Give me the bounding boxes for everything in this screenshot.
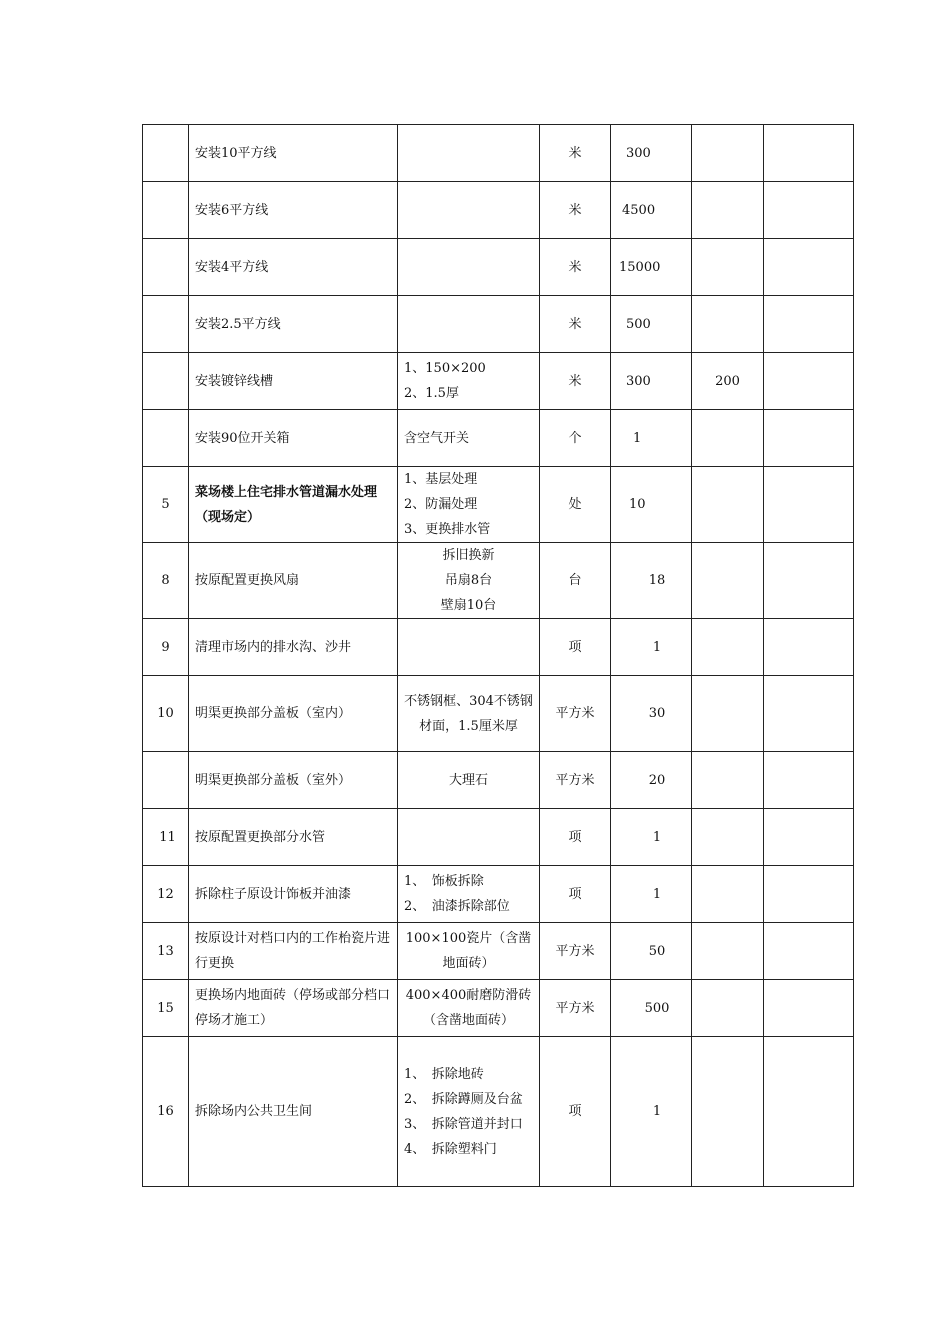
item-number: 8 — [143, 543, 189, 619]
spec-line: 2、1.5厚 — [404, 386, 459, 401]
item-number — [143, 239, 189, 296]
table-row — [143, 980, 854, 1037]
item-spec — [398, 353, 540, 410]
table-row — [143, 543, 854, 619]
table-row — [143, 676, 854, 752]
item-spec — [398, 752, 540, 809]
item-spec — [398, 410, 540, 467]
item-name: 按原设计对档口内的工作枱瓷片进行更换 — [189, 923, 398, 980]
item-unit: 米 — [540, 296, 611, 353]
item-remark — [764, 809, 854, 866]
item-spec — [398, 809, 540, 866]
item-spec — [398, 1037, 540, 1187]
item-spec — [398, 676, 540, 752]
item-extra: 200 — [692, 353, 764, 410]
item-number: 16 — [143, 1037, 189, 1187]
item-spec — [398, 182, 540, 239]
spec-line: 3、 拆除管道并封口 — [404, 1116, 523, 1132]
spec-line: 2、防漏处理 — [404, 497, 478, 512]
item-quantity: 30 — [611, 676, 692, 752]
item-quantity: 300 — [611, 125, 692, 182]
item-name: 安装6平方线 — [189, 182, 398, 239]
item-quantity: 300 — [611, 353, 692, 410]
item-remark — [764, 752, 854, 809]
item-spec — [398, 866, 540, 923]
item-unit: 项 — [540, 809, 611, 866]
table-row — [143, 467, 854, 543]
item-remark — [764, 125, 854, 182]
item-unit: 台 — [540, 543, 611, 619]
item-number: 11 — [143, 809, 189, 866]
item-number: 12 — [143, 866, 189, 923]
table-row — [143, 923, 854, 980]
item-spec — [398, 923, 540, 980]
item-unit: 米 — [540, 125, 611, 182]
item-quantity: 1 — [611, 410, 692, 467]
item-spec — [398, 296, 540, 353]
spec-line: 2、 拆除蹲厕及台盆 — [404, 1091, 523, 1107]
item-number — [143, 125, 189, 182]
spec-line: 3、更换排水管 — [404, 522, 491, 537]
item-remark — [764, 353, 854, 410]
spec-line: 100×100瓷片（含凿地面砖） — [405, 931, 532, 971]
item-unit: 平方米 — [540, 676, 611, 752]
item-extra — [692, 980, 764, 1037]
item-name: 明渠更换部分盖板（室外） — [189, 752, 398, 809]
spec-line: 大理石 — [448, 772, 488, 788]
item-extra — [692, 866, 764, 923]
item-number: 5 — [143, 467, 189, 543]
table-row — [143, 125, 854, 182]
table-row — [143, 866, 854, 923]
spec-line: 不锈钢框、304不锈钢材面，1.5厘米厚 — [404, 693, 533, 734]
item-quantity: 4500 — [611, 182, 692, 239]
spec-line: 4、 拆除塑料门 — [404, 1141, 497, 1157]
item-name: 安装2.5平方线 — [189, 296, 398, 353]
item-quantity: 500 — [611, 980, 692, 1037]
item-name: 明渠更换部分盖板（室内） — [189, 676, 398, 752]
item-extra — [692, 752, 764, 809]
item-spec — [398, 239, 540, 296]
item-remark — [764, 619, 854, 676]
item-remark — [764, 676, 854, 752]
item-number — [143, 353, 189, 410]
item-number — [143, 752, 189, 809]
item-remark — [764, 296, 854, 353]
item-extra — [692, 543, 764, 619]
item-extra — [692, 296, 764, 353]
item-number: 10 — [143, 676, 189, 752]
item-name: 清理市场内的排水沟、沙井 — [189, 619, 398, 676]
table-row — [143, 619, 854, 676]
item-unit: 平方米 — [540, 980, 611, 1037]
spec-line: 2、 油漆拆除部位 — [404, 899, 510, 914]
table-row — [143, 239, 854, 296]
item-unit: 平方米 — [540, 923, 611, 980]
table-row — [143, 182, 854, 239]
item-unit: 平方米 — [540, 752, 611, 809]
item-remark — [764, 543, 854, 619]
spec-line: 400×400耐磨防滑砖（含凿地面砖） — [405, 988, 532, 1028]
item-extra — [692, 467, 764, 543]
spec-line: 1、150×200 — [404, 361, 486, 376]
item-name: 安装4平方线 — [189, 239, 398, 296]
item-extra — [692, 619, 764, 676]
item-number: 15 — [143, 980, 189, 1037]
item-name: 按原配置更换部分水管 — [189, 809, 398, 866]
item-spec — [398, 467, 540, 543]
item-unit: 个 — [540, 410, 611, 467]
item-name: 按原配置更换风扇 — [189, 543, 398, 619]
item-unit: 项 — [540, 1037, 611, 1187]
item-extra — [692, 410, 764, 467]
item-number: 9 — [143, 619, 189, 676]
item-remark — [764, 1037, 854, 1187]
item-remark — [764, 467, 854, 543]
spec-line: 含空气开关 — [404, 430, 470, 446]
item-unit: 米 — [540, 239, 611, 296]
item-remark — [764, 239, 854, 296]
item-quantity: 50 — [611, 923, 692, 980]
item-unit: 项 — [540, 619, 611, 676]
item-remark — [764, 410, 854, 467]
spec-line: 壁扇10台 — [440, 598, 497, 613]
item-name: 菜场楼上住宅排水管道漏水处理（现场定） — [189, 467, 398, 543]
item-remark — [764, 866, 854, 923]
item-name: 拆除柱子原设计饰板并油漆 — [189, 866, 398, 923]
item-extra — [692, 809, 764, 866]
item-quantity: 15000 — [611, 239, 692, 296]
item-number — [143, 296, 189, 353]
item-quantity: 500 — [611, 296, 692, 353]
item-spec — [398, 980, 540, 1037]
item-spec — [398, 125, 540, 182]
table-row — [143, 353, 854, 410]
item-quantity: 18 — [611, 543, 692, 619]
item-number: 13 — [143, 923, 189, 980]
item-unit: 项 — [540, 866, 611, 923]
item-extra — [692, 1037, 764, 1187]
item-quantity: 1 — [611, 1037, 692, 1187]
item-quantity: 10 — [611, 467, 692, 543]
spec-line: 1、基层处理 — [404, 472, 478, 487]
item-extra — [692, 125, 764, 182]
table-row — [143, 296, 854, 353]
item-remark — [764, 923, 854, 980]
item-quantity: 1 — [611, 619, 692, 676]
work-items-table — [142, 124, 854, 1187]
item-name: 安装镀锌线槽 — [189, 353, 398, 410]
item-name: 更换场内地面砖（停场或部分档口停场才施工） — [189, 980, 398, 1037]
spec-line: 1、 饰板拆除 — [404, 874, 484, 889]
item-number — [143, 410, 189, 467]
item-quantity: 20 — [611, 752, 692, 809]
table-row — [143, 809, 854, 866]
item-name: 安装90位开关箱 — [189, 410, 398, 467]
item-unit: 米 — [540, 182, 611, 239]
spec-line: 1、 拆除地砖 — [404, 1066, 484, 1082]
item-name: 安装10平方线 — [189, 125, 398, 182]
item-extra — [692, 239, 764, 296]
item-remark — [764, 182, 854, 239]
table-row — [143, 410, 854, 467]
item-extra — [692, 676, 764, 752]
table-row — [143, 1037, 854, 1187]
item-extra — [692, 923, 764, 980]
item-number — [143, 182, 189, 239]
item-remark — [764, 980, 854, 1037]
spec-line: 拆旧换新 — [442, 548, 495, 563]
item-name: 拆除场内公共卫生间 — [189, 1037, 398, 1187]
item-extra — [692, 182, 764, 239]
item-unit: 米 — [540, 353, 611, 410]
item-spec — [398, 543, 540, 619]
item-spec — [398, 619, 540, 676]
item-quantity: 1 — [611, 809, 692, 866]
table-row — [143, 752, 854, 809]
spec-line: 吊扇8台 — [444, 573, 493, 588]
item-quantity: 1 — [611, 866, 692, 923]
item-unit: 处 — [540, 467, 611, 543]
